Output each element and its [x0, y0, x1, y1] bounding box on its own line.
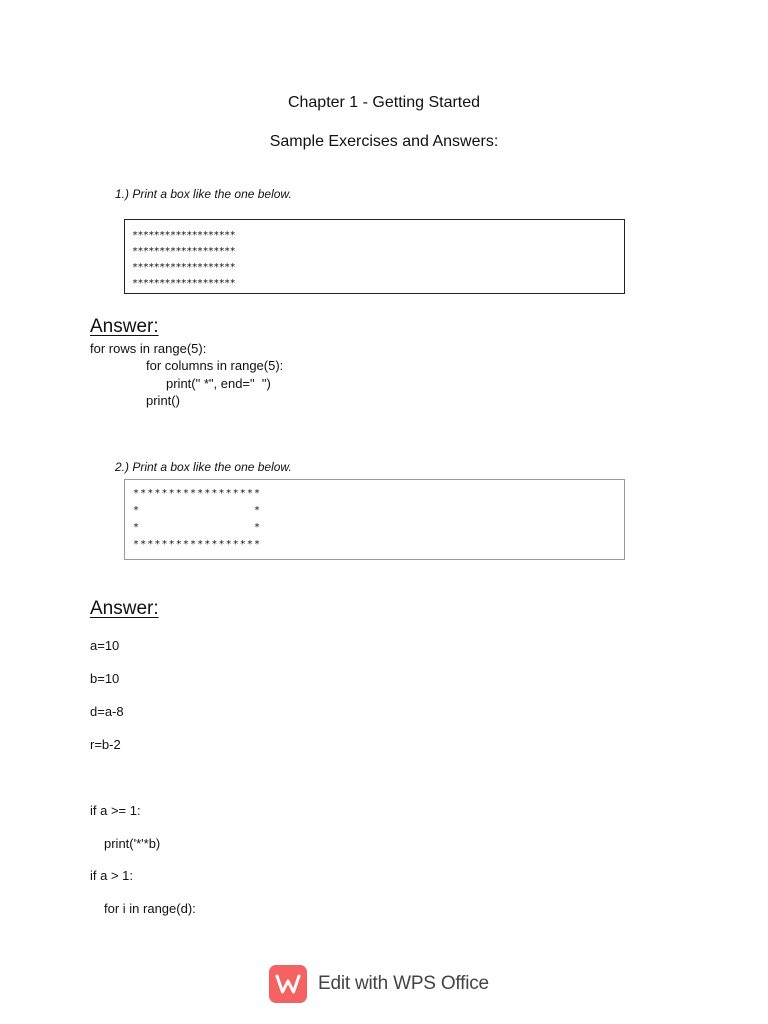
code-line: print('*'*b)	[104, 836, 161, 851]
exercise-1-box	[124, 219, 625, 294]
code-line: b=10	[90, 671, 120, 686]
box-line: ******************	[133, 539, 262, 550]
code-line: if a > 1:	[90, 868, 133, 883]
box-line: *******************	[132, 230, 235, 241]
box-line: *******************	[132, 246, 235, 257]
code-line: print(" *", end=" ")	[166, 376, 271, 391]
page-subtitle: Sample Exercises and Answers:	[269, 133, 499, 150]
box-line: * *	[133, 522, 262, 533]
exercise-2-box	[124, 479, 625, 560]
code-line: d=a-8	[90, 704, 124, 719]
exercise-2-question: 2.) Print a box like the one below.	[115, 460, 292, 474]
code-line: print()	[146, 393, 180, 408]
answer-2-heading: Answer:	[90, 598, 159, 619]
page-title: Chapter 1 - Getting Started	[287, 94, 481, 111]
answer-1-heading: Answer:	[90, 316, 159, 337]
code-line: for rows in range(5):	[90, 341, 207, 356]
code-line: a=10	[90, 638, 120, 653]
exercise-1-question: 1.) Print a box like the one below.	[115, 187, 292, 201]
code-line: for i in range(d):	[104, 901, 196, 916]
box-line: * *	[133, 505, 262, 516]
wps-label: Edit with WPS Office	[318, 973, 489, 994]
wps-logo-icon	[269, 965, 307, 1003]
code-line: r=b-2	[90, 737, 121, 752]
edit-with-wps-button[interactable]	[269, 965, 489, 1003]
code-line: if a >= 1:	[90, 803, 141, 818]
box-line: *******************	[132, 262, 235, 273]
box-line: *******************	[132, 278, 235, 289]
box-line: ******************	[133, 488, 262, 499]
code-line: for columns in range(5):	[146, 358, 284, 373]
